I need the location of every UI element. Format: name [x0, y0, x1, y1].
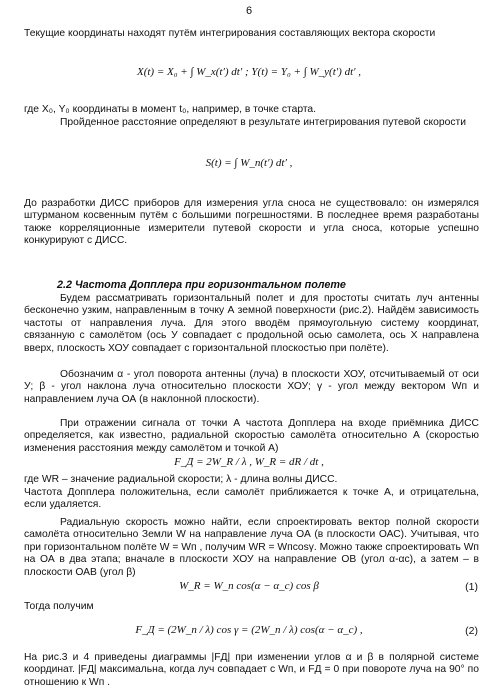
section-heading: 2.2 Частота Допплера при горизонтальном полете	[57, 279, 346, 291]
equation-number: (2)	[465, 625, 478, 637]
paragraph: Радиальную скорость можно найти, если спроектировать вектор полной скорости самолёта относительно Земли W на направление луча ОА (в плоскости ОАС). Учитывая, что при горизонтальном полёте W = Wп , получим WR = Wпcosγ. Можно также спроектировать Wп на ОА в два этапа; вначале в плоскости ХОУ на направление ОВ (угол α-αc), а затем – в плоскости ОАВ (угол β)	[24, 517, 479, 578]
paragraph: Пройденное расстояние определяют в результате интегрирования путевой скорости	[60, 117, 466, 128]
formula-doppler-frequency: F_Д = (2W_п / λ) cos γ = (2W_п / λ) cos(α − α_c) ,	[135, 624, 363, 636]
page-number: 6	[245, 5, 253, 17]
paragraph: где X₀, Y₀ координаты в момент t₀, например, в точке старта.	[24, 104, 317, 115]
formula-doppler: F_Д = 2W_R / λ , W_R = dR / dt ,	[174, 456, 324, 468]
equation-number: (1)	[465, 581, 478, 593]
paragraph: При отражении сигнала от точки А частота Допплера на входе приёмника ДИСС определяется, как известно, радиальной скоростью самолёта относительно А (скоростью изменения расстояния между самолётом и точкой А)	[24, 418, 479, 454]
paragraph: Обозначим α - угол поворота антенны (луча) в плоскости ХОУ, отсчитываемый от оси У; β - угол наклона луча относительно плоскости ХОУ; γ - угол между вектором Wп и направлением луча ОА (в наклонной плоскости).	[24, 369, 479, 405]
paragraph: Текущие координаты находят путём интегрирования составляющих вектора скорости	[24, 28, 436, 39]
formula-radial-speed: W_R = W_п cos(α − α_c) cos β	[179, 580, 319, 592]
paragraph: где WR – значение радиальной скорости; λ - длина волны ДИСС.	[24, 474, 338, 485]
paragraph: Частота Допплера положительна, если самолёт приближается к точке А, и отрицательна, если удаляется.	[24, 487, 479, 511]
paragraph: Тогда получим	[24, 601, 94, 612]
paragraph: Будем рассматривать горизонтальный полет и для простоты считать луч антенны бесконечно узким, направленным в точку А земной поверхности (рис.2). Найдём зависимость частоты от направления луча. Для этого вводём прямоугольную систему координат, связанную с самолётом (ось У совпадает с продольной осью самолета, ось Х направлена вверх, плоскость ХОУ совпадает с горизонтальной плоскостью при полёте).	[24, 293, 479, 354]
formula-coordinates: X(t) = X₀ + ∫ W_x(t′) dt′ ; Y(t) = Y₀ + ∫ W_y(t′) dt′ ,	[136, 66, 362, 78]
paragraph: На рис.3 и 4 приведены диаграммы |FД| при изменении углов α и β в полярной системе координат. |FД| максимальна, когда луч совпадает с Wп, и FД = 0 при повороте луча на 90° по отношению к Wп .	[24, 652, 479, 688]
formula-distance: S(t) = ∫ W_п(t′) dt′ ,	[205, 157, 293, 169]
paragraph: До разработки ДИСС приборов для измерения угла сноса не существовало: он измерялся штурманом косвенным путём с большими погрешностями. В последнее время разработаны также корреляционные измерители путевой скорости и угла сноса, которые успешно конкурируют с ДИСС.	[24, 198, 479, 247]
